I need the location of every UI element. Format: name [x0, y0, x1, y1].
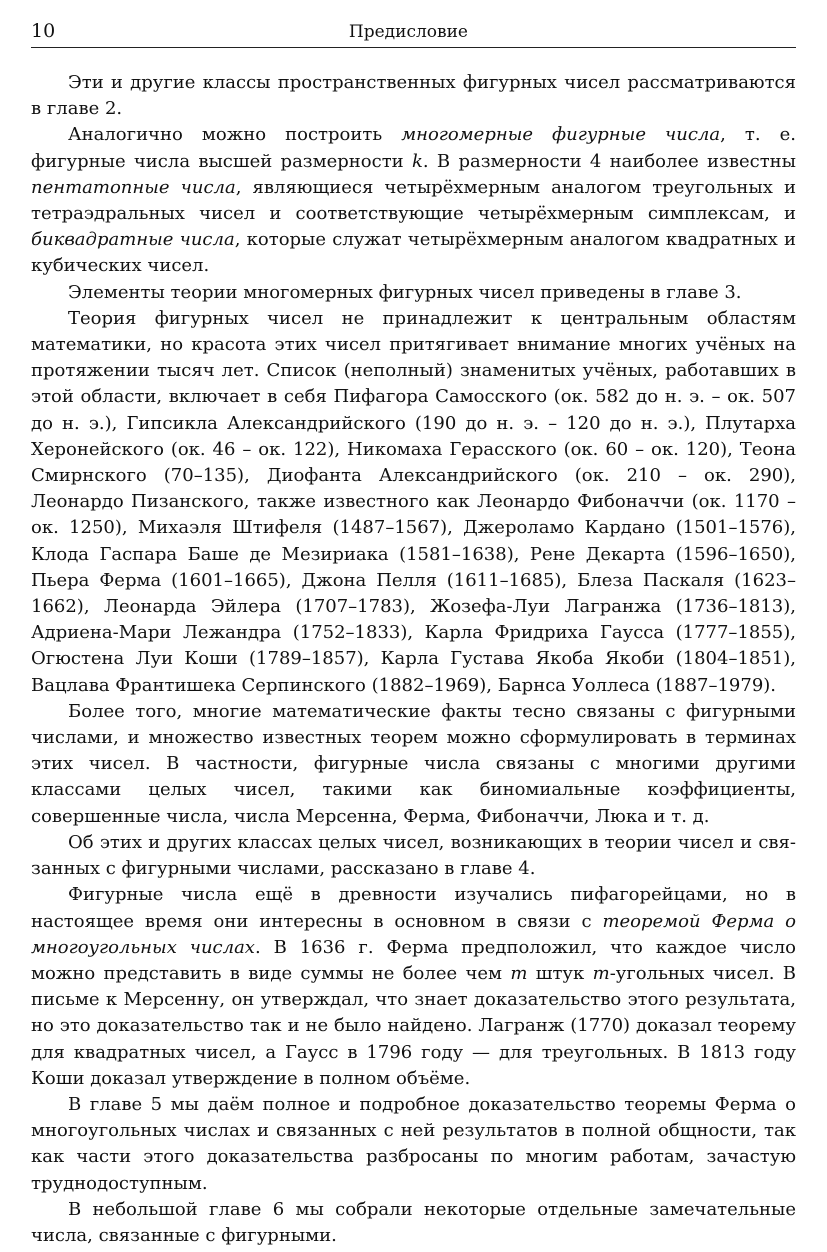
italic-term: биквадратные числа: [31, 229, 235, 251]
running-title: Предисловие: [348, 22, 468, 42]
text-run: . В размерности 4 наиболее известны: [422, 150, 796, 172]
text-run: . В 1636 г. Ферма предположил, что каждое число можно представить в виде суммы не более чем: [31, 936, 796, 984]
paragraph: [31, 1197, 796, 1249]
paragraph: [31, 280, 796, 306]
running-head: [31, 20, 796, 48]
text-run: Фигурные числа ещё в древности изучались пифагорейцами, но в настоящее время они интересны в основном в связи с: [31, 884, 796, 932]
italic-term: многомерные фигурные числа: [401, 124, 721, 146]
text-run: -угольных чисел. В письме к Мерсенну, он утверждал, что знает доказательство этого результата, но это доказательство так и не было найдено. Лагранж (1770) доказал теорему для квадратных чисел, а Гаусс в 1796 году — для треугольных. В 1813 году Коши доказал утверждение в полном объёме.: [31, 962, 796, 1089]
paragraph: [31, 699, 796, 830]
body-text: [31, 70, 796, 1249]
text-run: Теория фигурных чисел не принадлежит к центральным областям математики, но красота этих чисел притягивает внимание многих учёных на протяжении тысяч лет. Список (неполный) знаменитых учёных, работавших в этой области, включает в себя Пифагора Самосского (ок. 582 до н. э. – ок. 507 до н. э.), Гипсикла Александрийского (190 до н. э. – 120 до н. э.), Плутарха Херонейского (ок. 46 – ок. 122), Никомаха Герасского (ок. 60 – ок. 120), Теона Смирнского (70–135), Диофанта Александрийского (ок. 210 – ок. 290), Леонардо Пизанского, также известного как Леонардо Фибоначчи (ок. 1170 – ок. 1250), Михаэля Штифеля (1487–1567), Джероламо Кардано (1501–1576), Клода Гаспара Баше де Мезириака (1581–1638), Рене Декарта (1596–1650), Пьера Ферма (1601–1665), Джона Пелля (1611–1685), Блеза Паскаля (1623–1662), Леонарда Эйлера (1707–1783), Жозефа-Луи Лагранжа (1736–1813), Адриена-Мари Лежандра (1752–1833), Карла Фридриха Гаусса (1777–1855), Огюстена Луи Коши (1789–1857), Карла Густава Якоба Якоби (1804–1851), Вацлава Франтишека Серпинского (1882–1969), Барнса Уоллеса (1887–1979).: [31, 307, 796, 696]
text-run: Элементы теории многомерных фигурных чисел приведены в главе 3.: [68, 281, 742, 303]
text-run: В небольшой главе 6 мы собрали некоторые отдельные замечательные числа, связанные с фигурными.: [31, 1198, 796, 1246]
paragraph: [31, 70, 796, 122]
paragraph: [31, 122, 796, 279]
text-run: , которые служат четырёхмерным аналогом квадратных и кубических чисел.: [31, 229, 796, 277]
text-run: , т. е. фигурные числа высшей размерности: [31, 124, 796, 172]
paragraph: [31, 1092, 796, 1197]
italic-term: m: [510, 962, 528, 984]
italic-term: m: [592, 962, 610, 984]
text-run: , являющиеся четырёхмерным аналогом треугольных и тетраэдральных чисел и соответствующие четырёхмерным симплексам, и: [31, 176, 796, 225]
text-run: Эти и другие классы пространственных фигурных чисел рассматриваются в главе 2.: [31, 72, 796, 120]
text-run: Аналогично можно построить: [68, 124, 402, 146]
text-run: В главе 5 мы даём полное и подробное доказательство теоремы Ферма о многоугольных числах и связанных с ней результатов в полной общности, так как части этого доказательства разбросаны по многим работам, зачастую труднодоступным.: [31, 1093, 796, 1194]
text-run: штук: [527, 962, 593, 984]
italic-term: теоремой Ферма о многоугольных числах: [31, 910, 796, 958]
paragraph: [31, 882, 796, 1092]
paragraph: [31, 306, 796, 699]
page-number: 10: [31, 20, 56, 42]
italic-term: k: [411, 150, 423, 172]
italic-term: пентатопные числа: [31, 176, 236, 198]
text-run: Более того, многие математические факты тесно связаны с фигурными числами, и множество известных теорем можно сформулировать в терминах этих чисел. В частности, фигурные числа связаны с многими другими классами целых чисел, такими как биномиальные коэффициенты, совершенные числа, числа Мерсенна, Ферма, Фибоначчи, Люка и т. д.: [31, 700, 796, 827]
paragraph: [31, 830, 796, 882]
text-run: Об этих и других классах целых чисел, возникающих в теории чисел и связанных с фигурными числами, рассказано в главе 4.: [31, 831, 796, 880]
